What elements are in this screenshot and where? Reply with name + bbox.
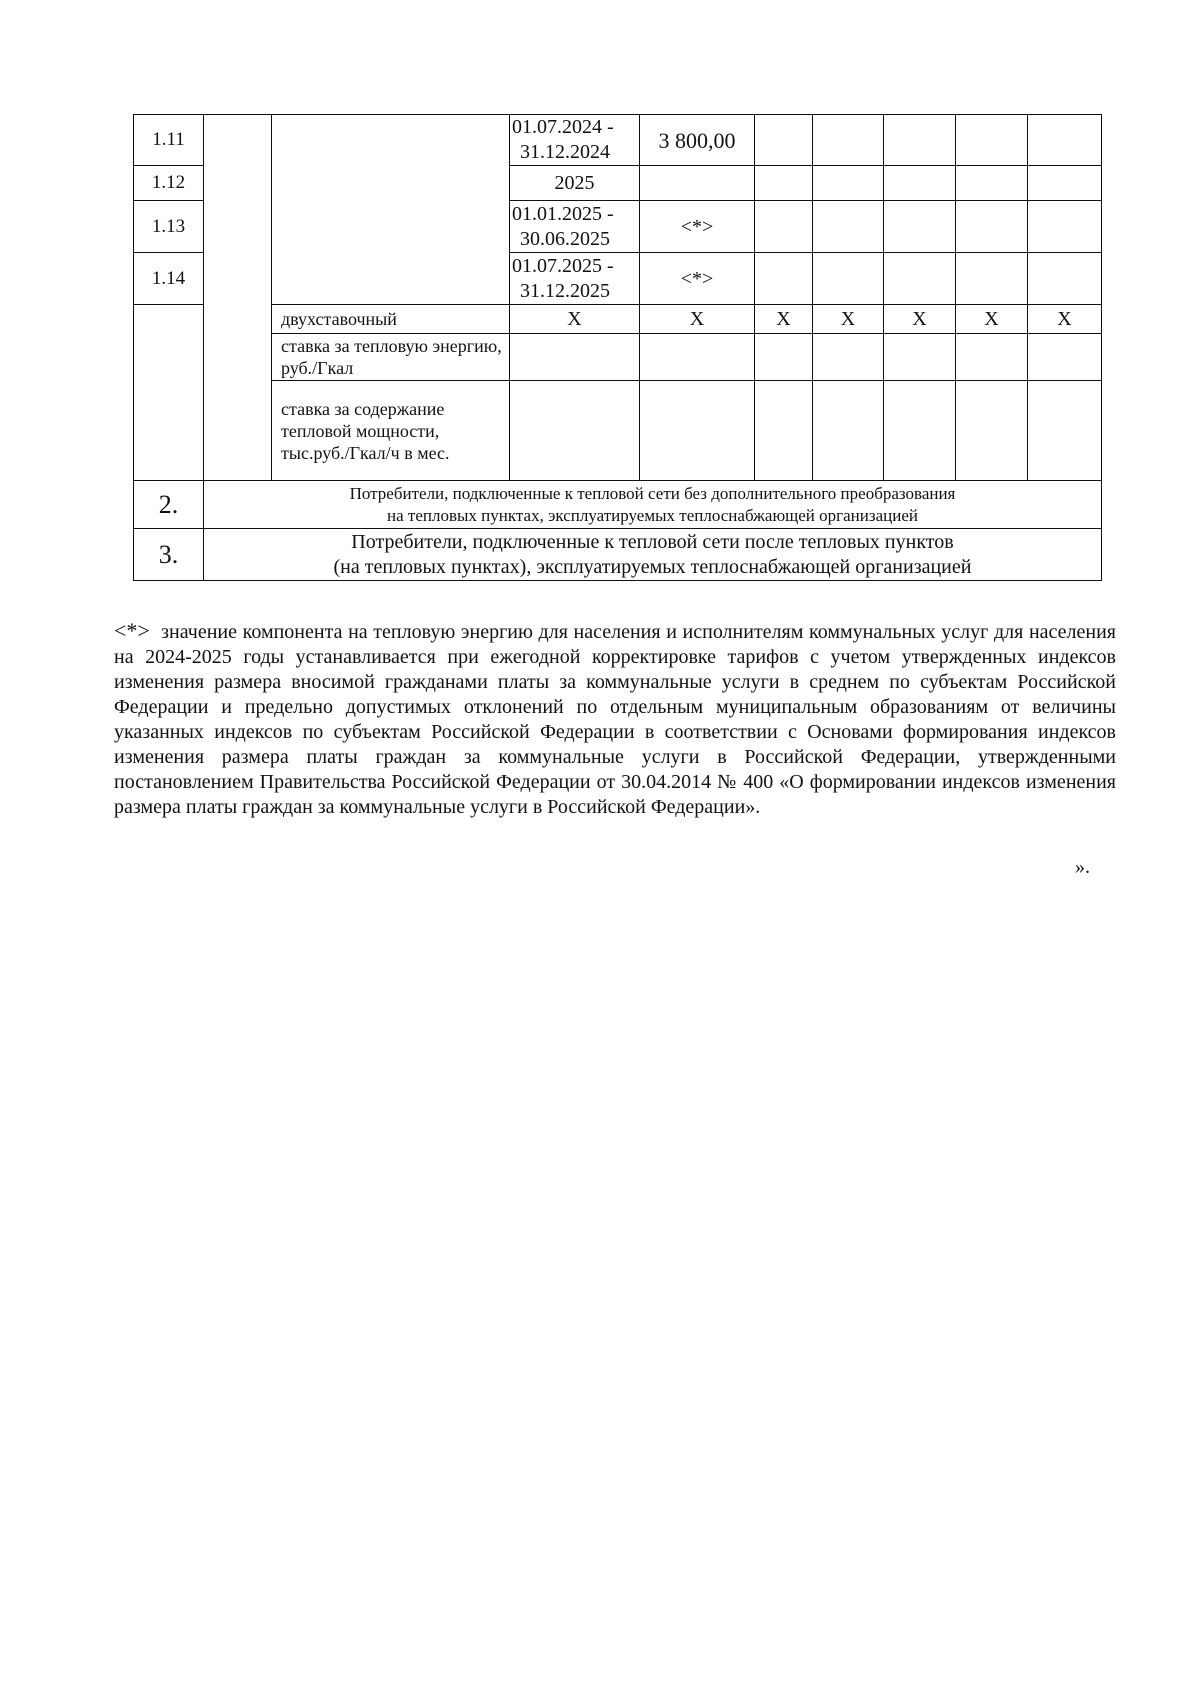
section-number: 2. <box>134 481 204 529</box>
section-heading-line: Потребители, подключенные к тепловой сети после тепловых пунктов <box>351 530 954 553</box>
table-row <box>134 115 1102 166</box>
period-end: 30.06.2025 <box>520 227 610 250</box>
tariff-value: 3 800,00 <box>640 115 755 166</box>
period-start: 01.01.2025 - <box>512 202 614 225</box>
table-row <box>134 334 1102 381</box>
table-row <box>134 381 1102 481</box>
footnote-mark: <*> <box>114 618 150 643</box>
capacity-rate-label: ставка за содержание тепловой мощности, тыс.руб./Гкал/ч в мес. <box>272 381 510 481</box>
period-cell: 2025 <box>510 166 640 201</box>
tariff-value: <*> <box>640 253 755 305</box>
tariff-value: <*> <box>640 201 755 253</box>
period-cell <box>510 201 640 253</box>
row-number: 1.12 <box>134 166 204 201</box>
tariff-table <box>133 114 1102 581</box>
period-start: 01.07.2025 - <box>512 254 614 277</box>
footnote-text: значение компонента на тепловую энергию для населения и исполнителям коммунальных услуг для населения на 2024-2025 годы устанавливается при ежегодной корректировке тарифов с учетом утвержденных индексов изменения размера вносимой гражданами платы за коммунальные услуги в среднем по субъектам Российской Федерации и предельно допустимых отклонений по отдельным муниципальным образованиям от величины указанных индексов по субъектам Российской Федерации в соответствии с Основами формирования индексов изменения размера платы граждан за коммунальные услуги в Российской Федерации, утвержденными постановлением Правительства Российской Федерации от 30.04.2014 № 400 «О формировании индексов изменения размера платы граждан за коммунальные услуги в Российской Федерации». <box>114 621 1116 818</box>
period-cell <box>510 115 640 166</box>
section-heading <box>204 481 1102 529</box>
section-heading-line: Потребители, подключенные к тепловой сети без дополнительного преобразования <box>349 483 956 503</box>
section-number: 3. <box>134 529 204 581</box>
two-rate-label: двухставочный <box>272 305 510 334</box>
section-heading <box>204 529 1102 581</box>
x-mark: X <box>813 305 884 334</box>
section-row <box>134 481 1102 529</box>
x-mark: X <box>1028 305 1102 334</box>
heat-rate-label: ставка за тепловую энергию, руб./Гкал <box>272 334 510 381</box>
x-mark: X <box>884 305 956 334</box>
period-end: 31.12.2025 <box>520 279 610 302</box>
empty-cell <box>204 115 272 481</box>
x-mark: X <box>510 305 640 334</box>
row-number: 1.13 <box>134 201 204 253</box>
x-mark: X <box>956 305 1028 334</box>
empty-cell <box>272 115 510 305</box>
footnote <box>114 618 1116 820</box>
table-row <box>134 305 1102 334</box>
period-end: 31.12.2024 <box>520 141 610 163</box>
x-mark: X <box>755 305 813 334</box>
closing-quote: ». <box>1075 856 1090 878</box>
period-cell <box>510 253 640 305</box>
section-row <box>134 529 1102 581</box>
x-mark: X <box>640 305 755 334</box>
row-number: 1.14 <box>134 253 204 305</box>
period-start: 01.07.2024 - <box>512 116 614 138</box>
section-heading-line: на тепловых пунктах, эксплуатируемых теплоснабжающей организацией <box>387 505 918 525</box>
row-number: 1.11 <box>134 115 204 166</box>
empty-cell <box>134 305 204 481</box>
section-heading-line: (на тепловых пунктах), эксплуатируемых теплоснабжающей организацией <box>333 555 972 578</box>
